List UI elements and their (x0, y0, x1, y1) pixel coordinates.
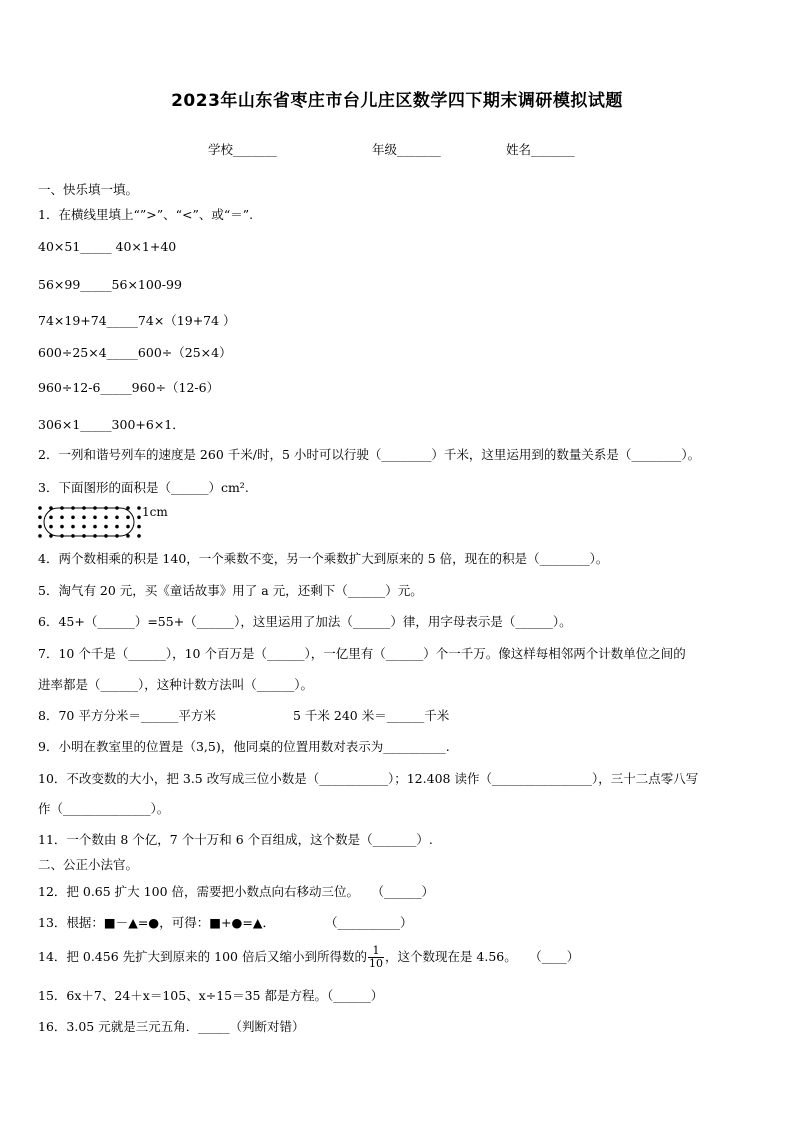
grid-dot (126, 525, 130, 529)
question-15: 15．6x＋7、24＋x＝105、x÷15＝35 都是方程。（______） (38, 988, 384, 1003)
exam-title: 2023年山东省枣庄市台儿庄区数学四下期末调研模拟试题 (171, 91, 623, 111)
section-heading-2: 二、公正小法官。 (38, 857, 139, 872)
grid-dot (82, 525, 86, 529)
q1-item-3: 74×19+74_____74×（19+74 ） (38, 313, 236, 328)
grid-dot (60, 525, 64, 529)
grid-dot (82, 516, 86, 520)
question-9: 9．小明在教室里的位置是（3,5)，他同桌的位置用数对表示为__________. (38, 739, 450, 754)
grid-dot (137, 516, 141, 520)
question-8-part-1: 8．70 平方分米＝______平方米 (38, 708, 216, 723)
q1-item-5: 960÷12-6_____960÷（12-6） (38, 380, 220, 395)
school-field: 学校_______ (208, 142, 277, 157)
question-3: 3．下面图形的面积是（______）cm². (38, 480, 249, 495)
question-7-line-2: 进率都是（______），这种计数方法叫（______）。 (38, 677, 314, 692)
grade-field: 年级_______ (372, 142, 441, 157)
q1-item-2: 56×99_____56×100-99 (38, 277, 182, 292)
question-16: 16．3.05 元就是三元五角．_____（判断对错） (38, 1019, 305, 1034)
q1-item-6: 306×1_____300+6×1． (38, 417, 185, 432)
q1-item-4: 600÷25×4_____600÷（25×4） (38, 345, 232, 360)
question-10-line-2: 作（______________）。 (38, 801, 170, 816)
fraction-one-tenth (368, 945, 384, 970)
grid-dot (115, 525, 119, 529)
grid-dot (104, 525, 108, 529)
question-13: 13．根据：■－▲=●，可得：■+●=▲． （__________） (38, 915, 413, 930)
grid-dot (38, 506, 42, 510)
grid-dot (38, 516, 42, 520)
grid-dot (49, 516, 53, 520)
q1-item-1: 40×51_____ 40×1+40 (38, 239, 177, 254)
question-14 (38, 945, 579, 970)
question-14-text-end: ，这个数现在是 4.56。 （____） (384, 949, 580, 964)
question-8-part-2: 5 千米 240 米＝______千米 (293, 708, 450, 723)
question-12: 12．把 0.65 扩大 100 倍，需要把小数点向右移动三位。 （______） (38, 884, 434, 899)
question-1: 1．在横线里填上“”>”、“<”、或“＝”. (38, 207, 254, 222)
grid-dot (137, 506, 141, 510)
grid-dot (115, 516, 119, 520)
fraction-numerator: 1 (368, 945, 384, 958)
question-4: 4．两个数相乘的积是 140，一个乘数不变，另一个乘数扩大到原来的 5 倍，现在的积是（________）。 (38, 551, 609, 566)
grid-dot (104, 516, 108, 520)
grid-dot (49, 525, 53, 529)
grid-dots (38, 506, 141, 538)
grid-dot (71, 525, 75, 529)
grid-dot (137, 525, 141, 529)
name-field: 姓名_______ (506, 142, 575, 157)
grid-dot (137, 534, 141, 538)
question-5: 5．淘气有 20 元，买《童话故事》用了 a 元，还剩下（______）元。 (38, 583, 423, 598)
grid-dot (93, 525, 97, 529)
question-7-line-1: 7．10 个千是（______），10 个百万是（______），一亿里有（______）个一千万。像这样每相邻两个计数单位之间的 (38, 646, 686, 661)
shape-outline (44, 508, 134, 536)
question-2: 2．一列和谐号列车的速度是 260 千米/时，5 小时可以行驶（________）千米，这里运用到的数量关系是（________）。 (38, 447, 701, 462)
question-11: 11．一个数由 8 个亿，7 个十万和 6 个百组成，这个数是（_______）. (38, 832, 433, 847)
grid-dot (71, 516, 75, 520)
grid-dot (93, 516, 97, 520)
dot-grid-figure (34, 502, 194, 542)
question-10-line-1: 10．不改变数的大小，把 3.5 改写成三位小数是（___________）；12.408 读作（________________），三十二点零八写 (38, 771, 699, 786)
question-14-text-start: 14．把 0.456 先扩大到原来的 100 倍后又缩小到所得数的 (38, 949, 367, 964)
unit-label: 1cm (142, 505, 168, 519)
section-heading-1: 一、快乐填一填。 (38, 182, 139, 197)
grid-dot (38, 525, 42, 529)
grid-dot (60, 516, 64, 520)
question-6: 6．45+（______）=55+（______），这里运用了加法（______）律，用字母表示是（______）。 (38, 614, 572, 629)
grid-dot (38, 534, 42, 538)
fraction-denominator: 10 (368, 957, 383, 970)
grid-dot (126, 516, 130, 520)
